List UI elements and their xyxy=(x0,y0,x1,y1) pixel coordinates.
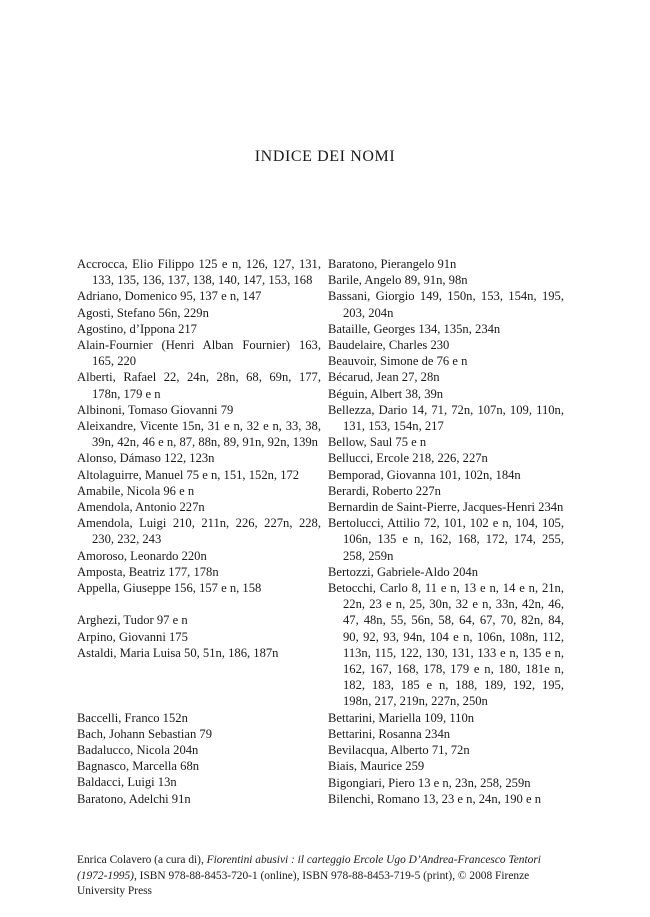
index-right-entry: Bemporad, Giovanna 101, 102n, 184n xyxy=(328,467,521,482)
index-right-entry: Bellezza, Dario 14, 71, 72n, 107n, 109, 110n, 131, 153, 154n, 217 xyxy=(328,402,564,434)
index-left-entry: Bagnasco, Marcella 68n xyxy=(77,759,200,774)
index-right-entry: Berardi, Roberto 227n xyxy=(328,483,441,498)
index-left-entry: Arpino, Giovanni 175 xyxy=(77,629,188,644)
index-left-entry: Alonso, Dámaso 122, 123n xyxy=(77,451,215,466)
index-left-entry: Amoroso, Leonardo 220n xyxy=(77,548,207,563)
index-right-entry: Bassani, Giorgio 149, 150n, 153, 154n, 195, 203, 204n xyxy=(328,289,564,320)
footer-text-rest: , ISBN 978-88-8453-720-1 (online), ISBN 978-88-8453-719-5 (print), © 2008 Firenze University Press xyxy=(77,869,530,898)
index-left-entry: Albinoni, Tomaso Giovanni 79 xyxy=(77,402,234,417)
index-left-entry: Aleixandre, Vicente 15n, 31 e n, 32 e n, 33, 38, 39n, 42n, 46 e n, 87, 88n, 89, 91n, 92n, 139n xyxy=(77,419,321,450)
index-right-entry: Beauvoir, Simone de 76 e n xyxy=(328,354,468,369)
index-left-entry: Badalucco, Nicola 204n xyxy=(77,743,199,758)
index-left-entry: Accrocca, Elio Filippo 125 e n, 126, 127, 131, 133, 135, 136, 137, 138, 140, 147, 153, 168 xyxy=(77,257,321,288)
index-right-entry: Bataille, Georges 134, 135n, 234n xyxy=(328,321,501,336)
index-right-entry: Béguin, Albert 38, 39n xyxy=(328,386,444,401)
index-left-entry: Appella, Giuseppe 156, 157 e n, 158 xyxy=(77,581,262,596)
footer-book-title: Fiorentini abusivi : il carteggio Ercole Ugo D’Andrea-Francesco Tentori (1972-1995) xyxy=(77,854,541,882)
page-title: INDICE DEI NOMI xyxy=(254,148,396,165)
index-left-entry: Altolaguirre, Manuel 75 e n, 151, 152n, 172 xyxy=(77,467,300,482)
index-left-entry: Amendola, Antonio 227n xyxy=(77,500,205,515)
index-left-entry: Alain-Fournier (Henri Alban Fournier) 163, 165, 220 xyxy=(77,338,321,369)
index-left-entry: Baratono, Adelchi 91n xyxy=(77,791,191,806)
index-left-entry: Adriano, Domenico 95, 137 e n, 147 xyxy=(77,289,262,304)
index-right-entry: Baratono, Pierangelo 91n xyxy=(328,257,457,271)
footer-text-start: Enrica Colavero (a cura di), xyxy=(77,854,207,866)
index-right-entry: Bigongiari, Piero 13 e n, 23n, 258, 259n xyxy=(328,775,531,790)
index-left-entry: Amposta, Beatriz 177, 178n xyxy=(77,564,219,579)
index-right-entry: Bertolucci, Attilio 72, 101, 102 e n, 104, 105, 106n, 135 e n, 162, 168, 172, 174, 255, 258, 259n xyxy=(328,516,564,563)
index-left-entry: Amabile, Nicola 96 e n xyxy=(77,483,195,498)
index-right-entry: Bellow, Saul 75 e n xyxy=(328,435,427,450)
index-right-entry: Bettarini, Rosanna 234n xyxy=(328,726,451,741)
index-left-entry: Amendola, Luigi 210, 211n, 226, 227n, 228, 230, 232, 243 xyxy=(77,516,321,547)
index-right-entry: Bernardin de Saint-Pierre, Jacques-Henri 234n xyxy=(328,500,564,515)
index-right-entry: Bilenchi, Romano 13, 23 e n, 24n, 190 e n xyxy=(328,791,542,806)
index-column-right xyxy=(328,256,564,807)
index-right-entry: Betocchi, Carlo 8, 11 e n, 13 e n, 14 e n, 21n, 22n, 23 e n, 25, 30n, 32 e n, 33n, 42n, 46, 47, 48n, 55, 56n, 58, 64, 67, 70, 82n, 84, 90, 92, 93, 94n, 104 e n, 106n, 108n, 112, 113n, 115, 122, 130, 131, 133 e n, 135 e n, 162, 167, 168, 178, 179 e n, 180, 181e n, 182, 183, 185 e n, 188, 189, 192, 195, 198n, 217, 219n, 227n, 250n xyxy=(328,581,564,709)
index-left-entry: Agostino, d’Ippona 217 xyxy=(77,321,197,336)
index-right-entry: Bellucci, Ercole 218, 226, 227n xyxy=(328,451,488,466)
citation-footer xyxy=(77,853,564,900)
section-gap xyxy=(77,661,321,710)
index-left-entry: Arghezi, Tudor 97 e n xyxy=(77,613,188,628)
index-right-entry: Bettarini, Mariella 109, 110n xyxy=(328,710,475,725)
index-left-entry: Alberti, Rafael 22, 24n, 28n, 68, 69n, 177, 178n, 179 e n xyxy=(77,370,321,401)
index-column-left xyxy=(77,256,321,807)
index-right-entry: Barile, Angelo 89, 91n, 98n xyxy=(328,273,468,288)
index-right-entry: Bertozzi, Gabriele-Aldo 204n xyxy=(328,564,479,579)
index-right-entry: Bevilacqua, Alberto 71, 72n xyxy=(328,743,470,758)
index-left-entry: Bach, Johann Sebastian 79 xyxy=(77,726,213,741)
index-left-entry: Agosti, Stefano 56n, 229n xyxy=(77,305,209,320)
index-left-entry: Astaldi, Maria Luisa 50, 51n, 186, 187n xyxy=(77,645,279,660)
index-right-entry: Bécarud, Jean 27, 28n xyxy=(328,370,440,385)
index-right-entry: Baudelaire, Charles 230 xyxy=(328,338,450,353)
index-right-entry: Biais, Maurice 259 xyxy=(328,759,425,774)
index-left-entry: Baldacci, Luigi 13n xyxy=(77,775,177,790)
index-left-entry: Baccelli, Franco 152n xyxy=(77,710,188,725)
section-gap xyxy=(77,596,321,612)
